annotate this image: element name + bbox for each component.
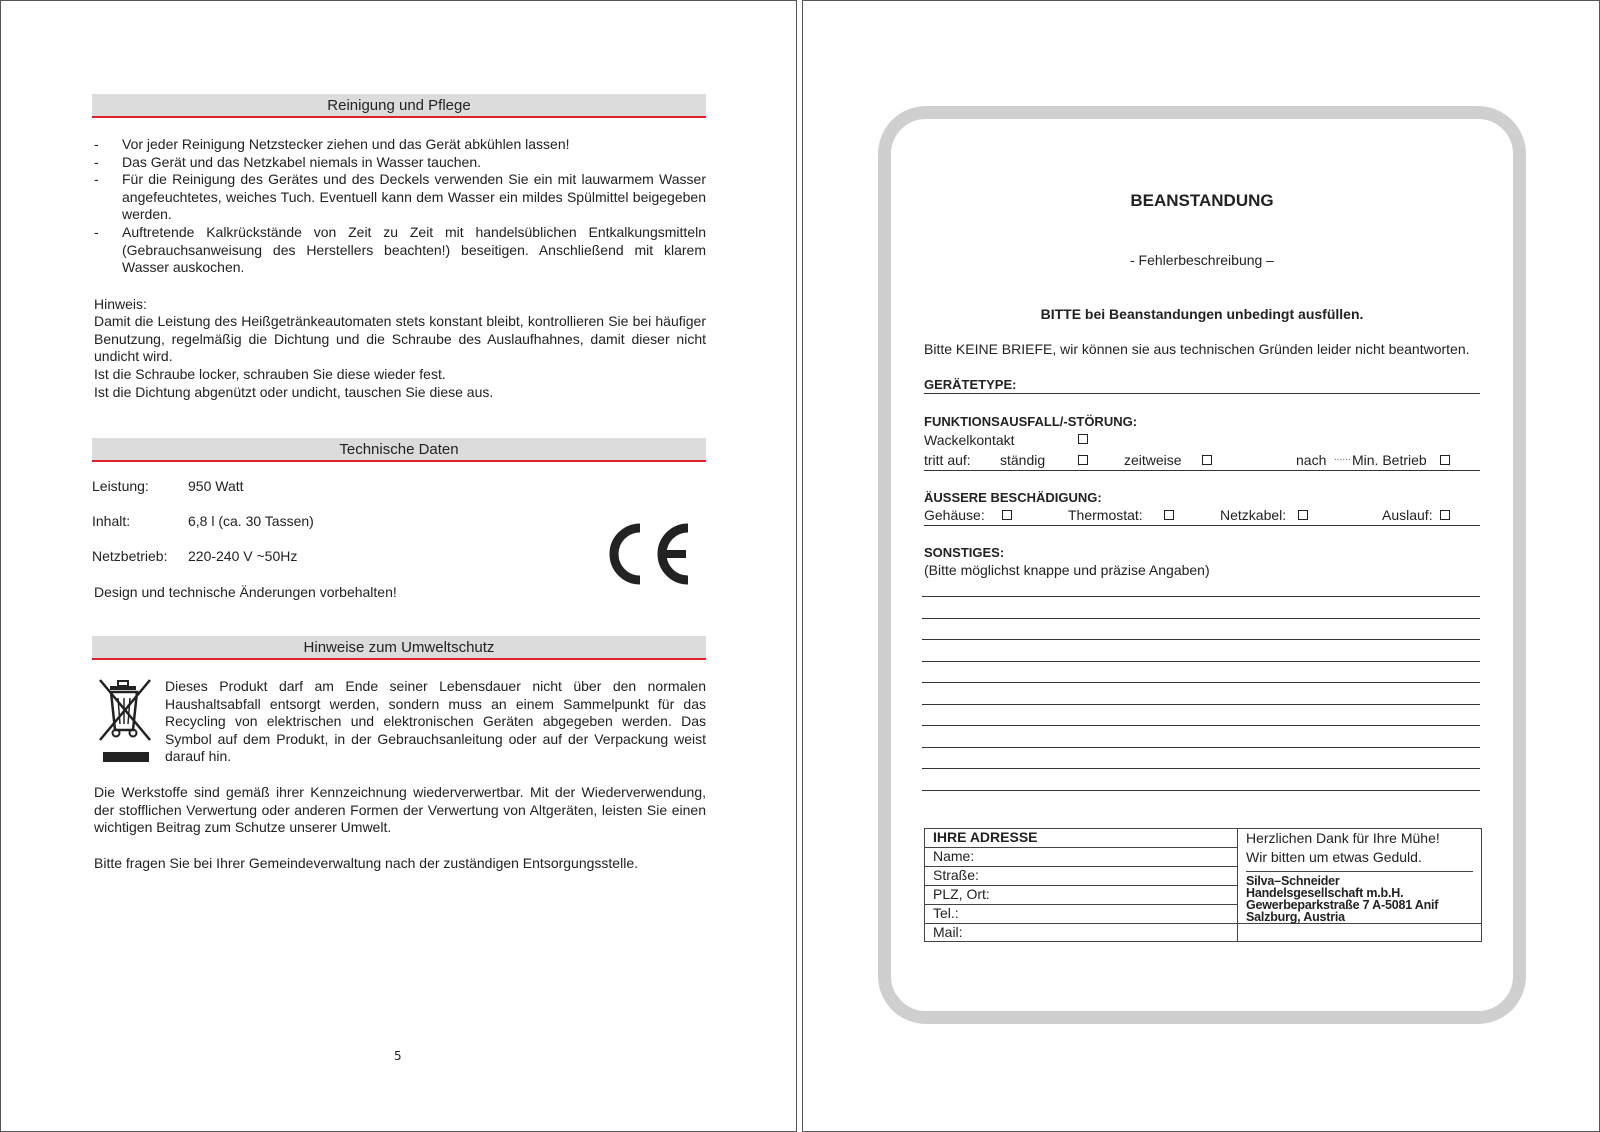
write-line[interactable] — [922, 661, 1480, 662]
spout-checkbox[interactable] — [1440, 510, 1450, 520]
env-text: Bitte fragen Sie bei Ihrer Gemeindeverwaltung nach der zuständigen Entsorgungsstelle. — [94, 855, 638, 871]
spec-mains — [92, 548, 297, 564]
env-text: Die Werkstoffe sind gemäß ihrer Kennzeichnung wiederverwertbar. Mit der Wiederverwendung, der stofflichen Verwertung oder anderen Formen der Verwertung von Altgeräten, leisten Sie einen wichtigen Beitrag zum Schutze unserer Umwelt. — [94, 784, 706, 836]
spec-value: 6,8 l (ca. 30 Tassen) — [188, 513, 314, 529]
constant-checkbox[interactable] — [1078, 455, 1088, 465]
spec-value: 950 Watt — [188, 478, 244, 494]
address-heading: IHRE ADRESSE — [925, 829, 1238, 848]
note-text: Damit die Leistung des Heißgetränkeautomaten stets konstant bleibt, kontrollieren Sie bei häufiger Benutzung, regelmäßig die Dichtung und die Schraube des Auslaufhahnes, damit dieser nicht undicht wird. — [94, 313, 706, 365]
cleaning-heading: Reinigung und Pflege — [92, 94, 706, 118]
occurs-label: tritt auf: — [924, 452, 971, 468]
address-table — [924, 828, 1482, 942]
empty-cell — [1238, 924, 1482, 942]
other-hint: (Bitte möglichst knappe und präzise Angaben) — [924, 562, 1210, 578]
mail-field[interactable]: Mail: — [925, 924, 1238, 942]
after-label: nach — [1296, 452, 1327, 468]
note-line: Ist die Schraube locker, schrauben Sie diese wieder fest. — [94, 366, 446, 382]
spec-label: Netzbetrieb: — [92, 548, 168, 564]
spec-value: 220-240 V ~50Hz — [188, 548, 298, 564]
env-text: Dieses Produkt darf am Ende seiner Lebensdauer nicht über den normalen Haushaltsabfall entsorgt werden, sondern muss an einem Sammelpunkt für das Recycling von elektrischen und elektronischen Geräten abgegeben werden. Das Symbol auf dem Produkt, in der Gebrauchsanleitung oder auf der Verpackung weist darauf hin. — [165, 678, 706, 765]
loose-contact-checkbox[interactable] — [1078, 434, 1088, 444]
write-line[interactable] — [922, 596, 1480, 597]
form-subtitle: - Fehlerbeschreibung – — [1130, 252, 1274, 268]
cable-checkbox[interactable] — [1298, 510, 1308, 520]
spec-label: Leistung: — [92, 478, 149, 494]
thermostat-label: Thermostat: — [1068, 507, 1143, 523]
minutes-label: Min. Betrieb — [1352, 452, 1427, 468]
company-line: Salzburg, Austria — [1246, 910, 1345, 924]
minutes-checkbox[interactable] — [1440, 455, 1450, 465]
env-heading: Hinweise zum Umweltschutz — [92, 636, 706, 660]
other-heading: SONSTIGES: — [924, 545, 1005, 560]
write-line[interactable] — [922, 747, 1480, 748]
company-address — [1246, 871, 1473, 923]
note-line: Ist die Dichtung abgenützt oder undicht, tauschen Sie diese aus. — [94, 384, 494, 400]
spec-content — [92, 513, 314, 529]
company-line: Gewerbeparkstraße 7 A-5081 Anif — [1246, 898, 1439, 912]
write-line[interactable] — [922, 704, 1480, 705]
write-line[interactable] — [922, 725, 1480, 726]
tech-heading: Technische Daten — [92, 438, 706, 462]
cable-label: Netzkabel: — [1220, 507, 1287, 523]
company-line: Handelsgesellschaft m.b.H. — [1246, 886, 1404, 900]
damage-line — [924, 525, 1480, 526]
list-item: - Das Gerät und das Netzkabel niemals in Wasser tauchen. — [92, 154, 706, 172]
write-line[interactable] — [922, 790, 1480, 791]
loose-contact-label: Wackelkontakt — [924, 432, 1015, 448]
list-item: - Für die Reinigung des Gerätes und des Deckels verwenden Sie ein mit lauwarmem Wasser angefeuchtetes, weiches Tuch. Eventuell kann dem Wasser ein mildes Spülmittel beigegeben werden. — [92, 171, 706, 224]
instruction-text: Bitte KEINE BRIEFE, wir können sie aus technischen Gründen leider nicht beantworten. — [924, 341, 1470, 357]
list-item: - Vor jeder Reinigung Netzstecker ziehen und das Gerät abkühlen lassen! — [92, 136, 706, 154]
crossed-out-wheelie-bin-icon — [96, 678, 154, 764]
malfunction-line — [924, 470, 1480, 471]
page-number: 5 — [394, 1049, 402, 1063]
name-field[interactable]: Name: — [925, 848, 1238, 867]
instruction-bold: BITTE bei Beanstandungen unbedingt ausfüllen. — [1040, 306, 1364, 322]
street-field[interactable]: Straße: — [925, 867, 1238, 886]
company-line: Silva–Schneider — [1246, 874, 1340, 888]
spout-label: Auslauf: — [1382, 507, 1433, 523]
occasional-label: zeitweise — [1124, 452, 1182, 468]
constant-label: ständig — [1000, 452, 1046, 468]
spec-label: Inhalt: — [92, 513, 131, 529]
form-title: BEANSTANDUNG — [1130, 191, 1274, 210]
malfunction-heading: FUNKTIONSAUSFALL/-STÖRUNG: — [924, 414, 1138, 429]
spec-power — [92, 478, 244, 494]
write-line[interactable] — [922, 682, 1480, 683]
cleaning-list — [92, 136, 706, 277]
device-type-label: GERÄTETYPE: — [924, 377, 1017, 392]
ce-mark-icon — [604, 522, 696, 586]
write-line[interactable] — [922, 639, 1480, 640]
thanks-cell — [1238, 829, 1482, 924]
housing-label: Gehäuse: — [924, 507, 985, 523]
housing-checkbox[interactable] — [1002, 510, 1012, 520]
note-title: Hinweis: — [94, 296, 147, 312]
list-item: - Auftretende Kalkrückstände von Zeit zu Zeit mit handelsüblichen Entkalkungsmitteln (Gebrauchsanweisung des Herstellers beachten!) beseitigen. Anschließend mit klarem Wasser auskochen. — [92, 224, 706, 277]
device-type-line[interactable] — [924, 393, 1480, 394]
occasional-checkbox[interactable] — [1202, 455, 1212, 465]
after-dots: ...... — [1334, 452, 1351, 463]
zip-city-field[interactable]: PLZ, Ort: — [925, 886, 1238, 905]
write-line[interactable] — [922, 618, 1480, 619]
thanks-line: Wir bitten um etwas Geduld. — [1246, 849, 1422, 865]
write-line[interactable] — [922, 768, 1480, 769]
damage-heading: ÄUSSERE BESCHÄDIGUNG: — [924, 490, 1102, 505]
tech-disclaimer: Design und technische Änderungen vorbehalten! — [94, 584, 397, 600]
thermostat-checkbox[interactable] — [1164, 510, 1174, 520]
phone-field[interactable]: Tel.: — [925, 905, 1238, 924]
thanks-line: Herzlichen Dank für Ihre Mühe! — [1246, 830, 1440, 846]
